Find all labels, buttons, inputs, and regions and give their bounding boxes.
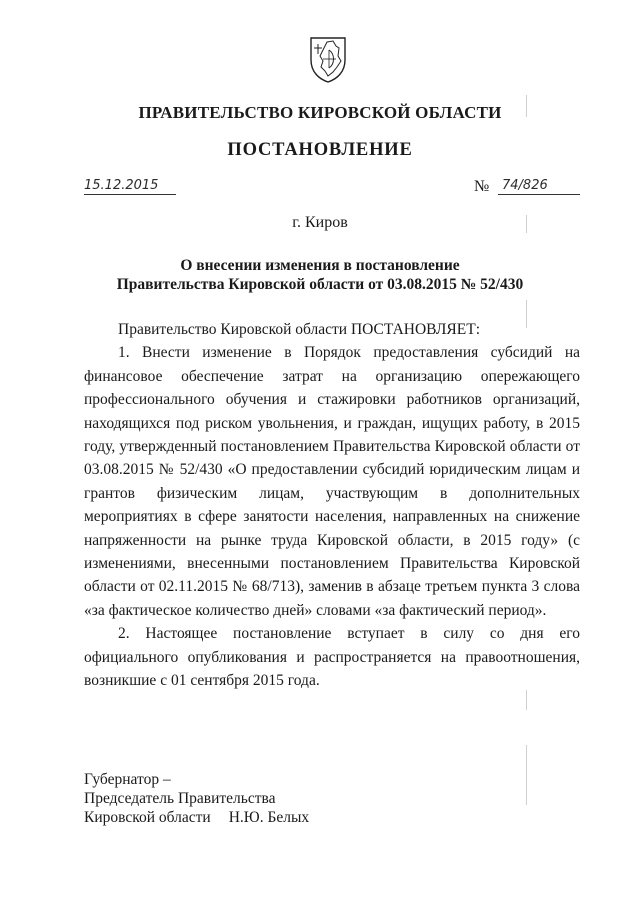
- government-name: ПРАВИТЕЛЬСТВО КИРОВСКОЙ ОБЛАСТИ: [138, 103, 502, 122]
- number-sign: №: [474, 178, 490, 195]
- signatory-name: Н.Ю. Белых: [228, 809, 310, 826]
- paragraph-1: 1. Внести изменение в Порядок предоставления субсидий на финансовое обеспечение затрат на организацию опережающего профессионального обучения и стажировки работников организаций, находящихся под риском увольнения, и граждан, ищущих работу, в 2015 году, утвержденный постановлением Правительства Кировской области от 03.08.2015 № 52/430 «О предоставлении субсидий юридическим лицам и грантов физическим лицам, участвующим в дополнительных мероприятиях в сфере занятости населения, направленных на снижение напряженности на рынке труда Кировской области, в 2015 году» (с изменениями, внесенными постановлением Правительства Кировской области от 02.11.2015 № 68/713), заменив в абзаце третьем пункта 3 слова «за фактическое количество дней» словами «за фактический период».: [84, 344, 580, 619]
- signature-region: Кировской области: [84, 809, 211, 826]
- city: г. Киров: [292, 214, 348, 231]
- scan-mark: [526, 300, 527, 328]
- scan-mark: [526, 745, 527, 805]
- subject-line-2: Правительства Кировской области от 03.08.2015 № 52/430: [116, 276, 524, 293]
- signature-line-2: Председатель Правительства: [84, 790, 276, 807]
- decree-subject: [0, 256, 640, 294]
- scan-mark: [526, 690, 527, 710]
- decree-body: [84, 318, 580, 693]
- date-underline: [84, 193, 176, 195]
- scan-mark: [526, 95, 527, 117]
- paragraph-2: 2. Настоящее постановление вступает в силу со дня его официального опубликования и распространяется на правоотношения, возникшие с 01 сентября 2015 года.: [84, 625, 580, 690]
- number-underline: [498, 193, 580, 195]
- decree-number: 74/826: [502, 178, 548, 193]
- preamble: Правительство Кировской области ПОСТАНОВЛЯЕТ:: [118, 321, 481, 338]
- signature-line-3: [84, 808, 309, 827]
- subject-line-1: О внесении изменения в постановление: [180, 257, 460, 274]
- document-title: ПОСТАНОВЛЕНИЕ: [227, 140, 413, 160]
- signature-block: [84, 770, 309, 827]
- signature-line-1: Губернатор –: [84, 771, 171, 788]
- decree-date: 15.12.2015: [84, 178, 159, 193]
- scan-mark: [526, 215, 527, 233]
- coat-of-arms-icon: [303, 34, 353, 84]
